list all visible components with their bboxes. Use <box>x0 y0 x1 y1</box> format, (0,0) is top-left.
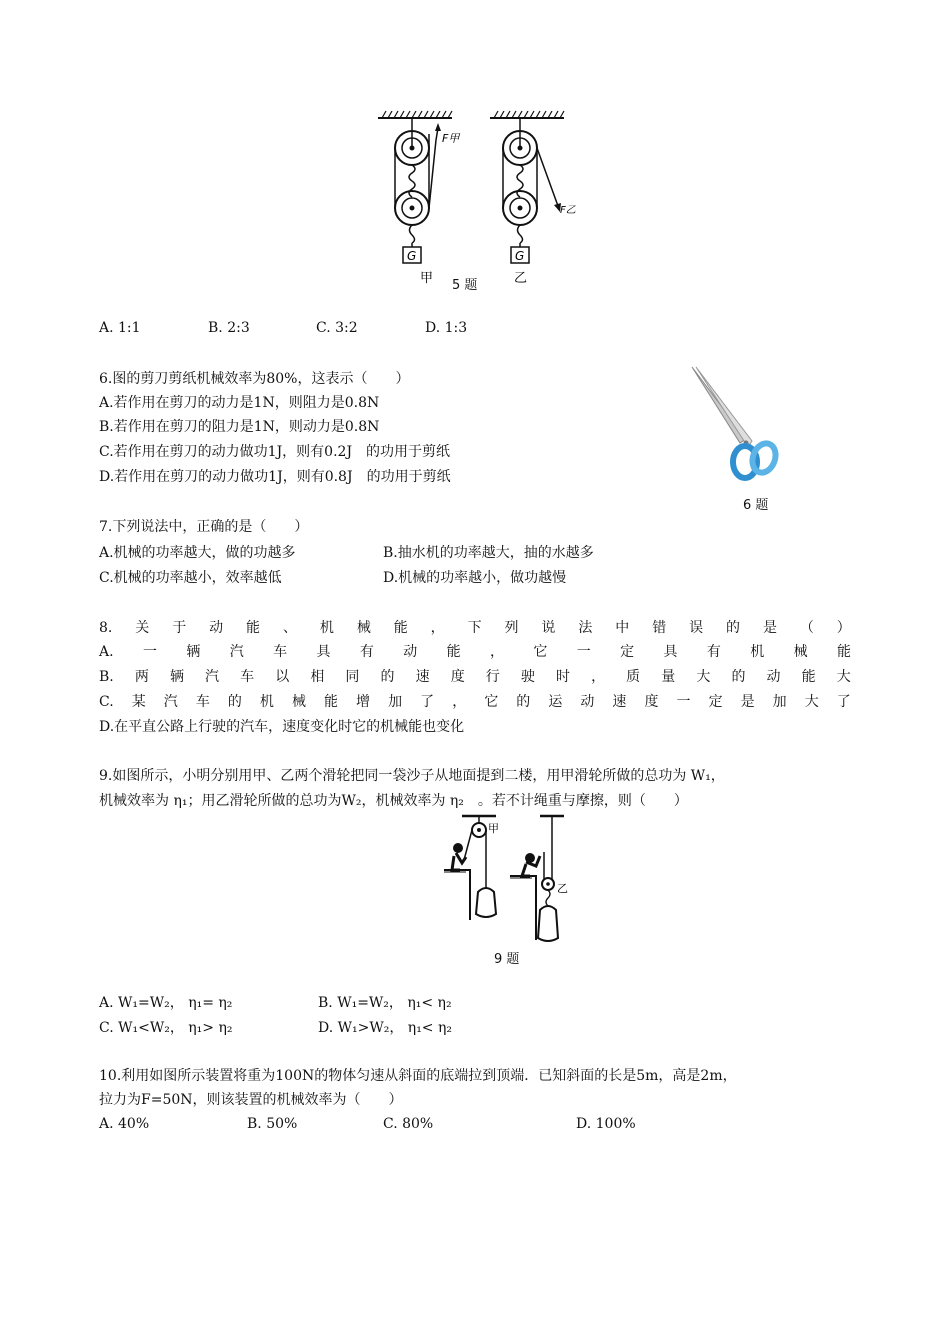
justified-glyph: ， <box>430 620 445 636</box>
q10-option-b: B. 50% <box>247 1116 298 1132</box>
justified-glyph: 它 <box>533 644 548 660</box>
q5-option-c: C. 3:2 <box>316 320 358 336</box>
justified-glyph: 同 <box>345 669 360 685</box>
justified-glyph: （ <box>799 620 814 636</box>
justified-glyph: 的 <box>516 694 531 710</box>
justified-glyph: 有 <box>359 644 374 660</box>
q6-stem: 6.图的剪刀剪纸机械效率为80%，这表示（ ） <box>99 371 410 387</box>
justified-glyph: 汽 <box>205 669 220 685</box>
q10-option-d: D. 100% <box>576 1116 636 1132</box>
q5-option-a: A. 1:1 <box>99 320 141 336</box>
justified-glyph: 驶 <box>520 669 535 685</box>
justified-glyph: ， <box>452 694 467 710</box>
q9-option-a: A. W₁=W₂， η₁= η₂ <box>99 995 233 1011</box>
justified-glyph: 定 <box>708 694 723 710</box>
justified-glyph: 能 <box>246 620 261 636</box>
justified-glyph: 是 <box>740 694 755 710</box>
justified-glyph: 了 <box>420 694 435 710</box>
justified-glyph: 8. <box>99 620 113 636</box>
justified-glyph: ） <box>836 620 851 636</box>
justified-glyph: 机 <box>319 620 334 636</box>
justified-glyph: B. <box>99 669 114 685</box>
justified-glyph: 一 <box>576 644 591 660</box>
justified-glyph: 以 <box>275 669 290 685</box>
scissors-illustration <box>690 365 785 485</box>
justified-glyph: 它 <box>484 694 499 710</box>
justified-glyph: 时 <box>555 669 570 685</box>
justified-glyph: 下 <box>467 620 482 636</box>
justified-glyph: 行 <box>485 669 500 685</box>
justified-glyph: 机 <box>259 694 274 710</box>
justified-glyph: 两 <box>134 669 149 685</box>
q8-option-d: D.在平直公路上行驶的汽车，速度变化时它的机械能也变化 <box>99 719 465 735</box>
justified-glyph: 某 <box>131 694 146 710</box>
q6-option-c: C.若作用在剪刀的动力做功1J，则有0.2J 的功用于剪纸 <box>99 444 451 460</box>
justified-glyph: 误 <box>689 620 704 636</box>
q5-option-d: D. 1:3 <box>425 320 468 336</box>
justified-glyph: 能 <box>324 694 338 710</box>
label-jia: 甲 <box>420 271 434 286</box>
force-label-yi: F乙 <box>560 205 576 216</box>
q6-option-d: D.若作用在剪刀的动力做功1J，则有0.8J 的功用于剪纸 <box>99 469 451 485</box>
label-yi: 乙 <box>514 271 528 286</box>
justified-glyph: 动 <box>209 620 224 636</box>
justified-glyph: A. <box>99 644 114 660</box>
q9-option-b: B. W₁=W₂， η₁< η₂ <box>318 995 452 1011</box>
justified-glyph: 列 <box>504 620 519 636</box>
justified-glyph: 一 <box>142 644 157 660</box>
justified-glyph: 的 <box>731 669 746 685</box>
justified-glyph: 说 <box>541 620 556 636</box>
justified-glyph: 车 <box>195 694 210 710</box>
weight-label-left: G <box>407 249 417 263</box>
q7-option-b: B.抽水机的功率越大，抽的水越多 <box>383 545 594 561</box>
justified-glyph: 速 <box>415 669 430 685</box>
figure-9-caption: 9 题 <box>494 952 520 967</box>
q8-option-c <box>99 692 851 712</box>
q7-option-a: A.机械的功率越大，做的功越多 <box>99 545 296 561</box>
q8-option-a <box>99 642 851 662</box>
justified-glyph: ， <box>591 669 606 685</box>
q9-stem-line1: 9.如图所示，小明分别用甲、乙两个滑轮把同一袋沙子从地面提到二楼，用甲滑轮所做的总功为 W₁， <box>99 768 725 784</box>
justified-glyph: 械 <box>793 644 808 660</box>
justified-glyph: C. <box>99 694 114 710</box>
justified-glyph: 法 <box>578 620 593 636</box>
q10-option-a: A. 40% <box>99 1116 150 1132</box>
justified-glyph: 加 <box>388 694 403 710</box>
justified-glyph: 、 <box>282 620 297 636</box>
q9-option-c: C. W₁<W₂， η₁> η₂ <box>99 1020 233 1036</box>
justified-glyph: 大 <box>804 694 819 710</box>
justified-glyph: 能 <box>446 644 461 660</box>
justified-glyph: 加 <box>772 694 787 710</box>
justified-glyph: 辆 <box>169 669 184 685</box>
justified-glyph: 车 <box>240 669 255 685</box>
justified-glyph: 动 <box>766 669 781 685</box>
q10-stem-line2: 拉力为F=50N，则该装置的机械效率为（ ） <box>99 1092 403 1108</box>
q9-option-d: D. W₁>W₂， η₁< η₂ <box>318 1020 452 1036</box>
q8-stem <box>99 618 851 638</box>
justified-glyph: 量 <box>661 669 676 685</box>
justified-glyph: 辆 <box>186 644 201 660</box>
justified-glyph: 能 <box>836 644 851 660</box>
justified-glyph: 速 <box>612 694 627 710</box>
q10-stem-line1: 10.利用如图所示装置将重为100N的物体匀速从斜面的底端拉到顶端．已知斜面的长是5m，高是2m， <box>99 1068 737 1084</box>
justified-glyph: 运 <box>548 694 563 710</box>
justified-glyph: 汽 <box>163 694 178 710</box>
figure-9-pulley-lift <box>440 812 590 952</box>
justified-glyph: 动 <box>403 644 418 660</box>
justified-glyph: 具 <box>316 644 331 660</box>
justified-glyph: 是 <box>762 620 777 636</box>
justified-glyph: 关 <box>135 620 150 636</box>
q7-option-d: D.机械的功率越小，做功越慢 <box>383 570 567 586</box>
fig9-label-jia: 甲 <box>488 822 499 835</box>
justified-glyph: 机 <box>750 644 765 660</box>
justified-glyph: 错 <box>652 620 667 636</box>
q5-option-b: B. 2:3 <box>208 320 250 336</box>
justified-glyph: 度 <box>450 669 465 685</box>
figure-5-caption: 5 题 <box>452 278 478 293</box>
justified-glyph: 大 <box>836 669 851 685</box>
q8-option-b <box>99 667 851 687</box>
justified-glyph: 质 <box>626 669 641 685</box>
force-label-jia: F甲 <box>442 132 460 145</box>
justified-glyph: 械 <box>356 620 371 636</box>
justified-glyph: 的 <box>726 620 741 636</box>
justified-glyph: 增 <box>356 694 371 710</box>
justified-glyph: ， <box>489 644 504 660</box>
q7-stem: 7.下列说法中，正确的是（ ） <box>99 519 309 535</box>
justified-glyph: 中 <box>615 620 630 636</box>
figure-6-caption: 6 题 <box>743 498 769 513</box>
q6-option-a: A.若作用在剪刀的动力是1N，则阻力是0.8N <box>99 395 380 411</box>
weight-label-right: G <box>515 249 525 263</box>
justified-glyph: 有 <box>706 644 721 660</box>
justified-glyph: 了 <box>836 694 851 710</box>
justified-glyph: 动 <box>580 694 595 710</box>
justified-glyph: 于 <box>172 620 187 636</box>
justified-glyph: 车 <box>273 644 288 660</box>
justified-glyph: 的 <box>227 694 242 710</box>
q10-option-c: C. 80% <box>383 1116 434 1132</box>
justified-glyph: 相 <box>310 669 325 685</box>
justified-glyph: 度 <box>644 694 659 710</box>
justified-glyph: 一 <box>676 694 691 710</box>
q6-option-b: B.若作用在剪刀的阻力是1N，则动力是0.8N <box>99 419 380 435</box>
justified-glyph: 具 <box>663 644 678 660</box>
justified-glyph: 大 <box>696 669 711 685</box>
justified-glyph: 能 <box>393 620 408 636</box>
justified-glyph: 的 <box>380 669 395 685</box>
justified-glyph: 械 <box>291 694 306 710</box>
fig9-label-yi: 乙 <box>557 882 568 895</box>
justified-glyph: 能 <box>801 669 816 685</box>
figure-5-pulleys <box>370 110 590 295</box>
q7-option-c: C.机械的功率越小，效率越低 <box>99 570 282 586</box>
q9-stem-line2: 机械效率为 η₁；用乙滑轮所做的总功为W₂，机械效率为 η₂ 。若不计绳重与摩擦，则（ ） <box>99 793 688 809</box>
justified-glyph: 定 <box>620 644 635 660</box>
justified-glyph: 汽 <box>229 644 244 660</box>
